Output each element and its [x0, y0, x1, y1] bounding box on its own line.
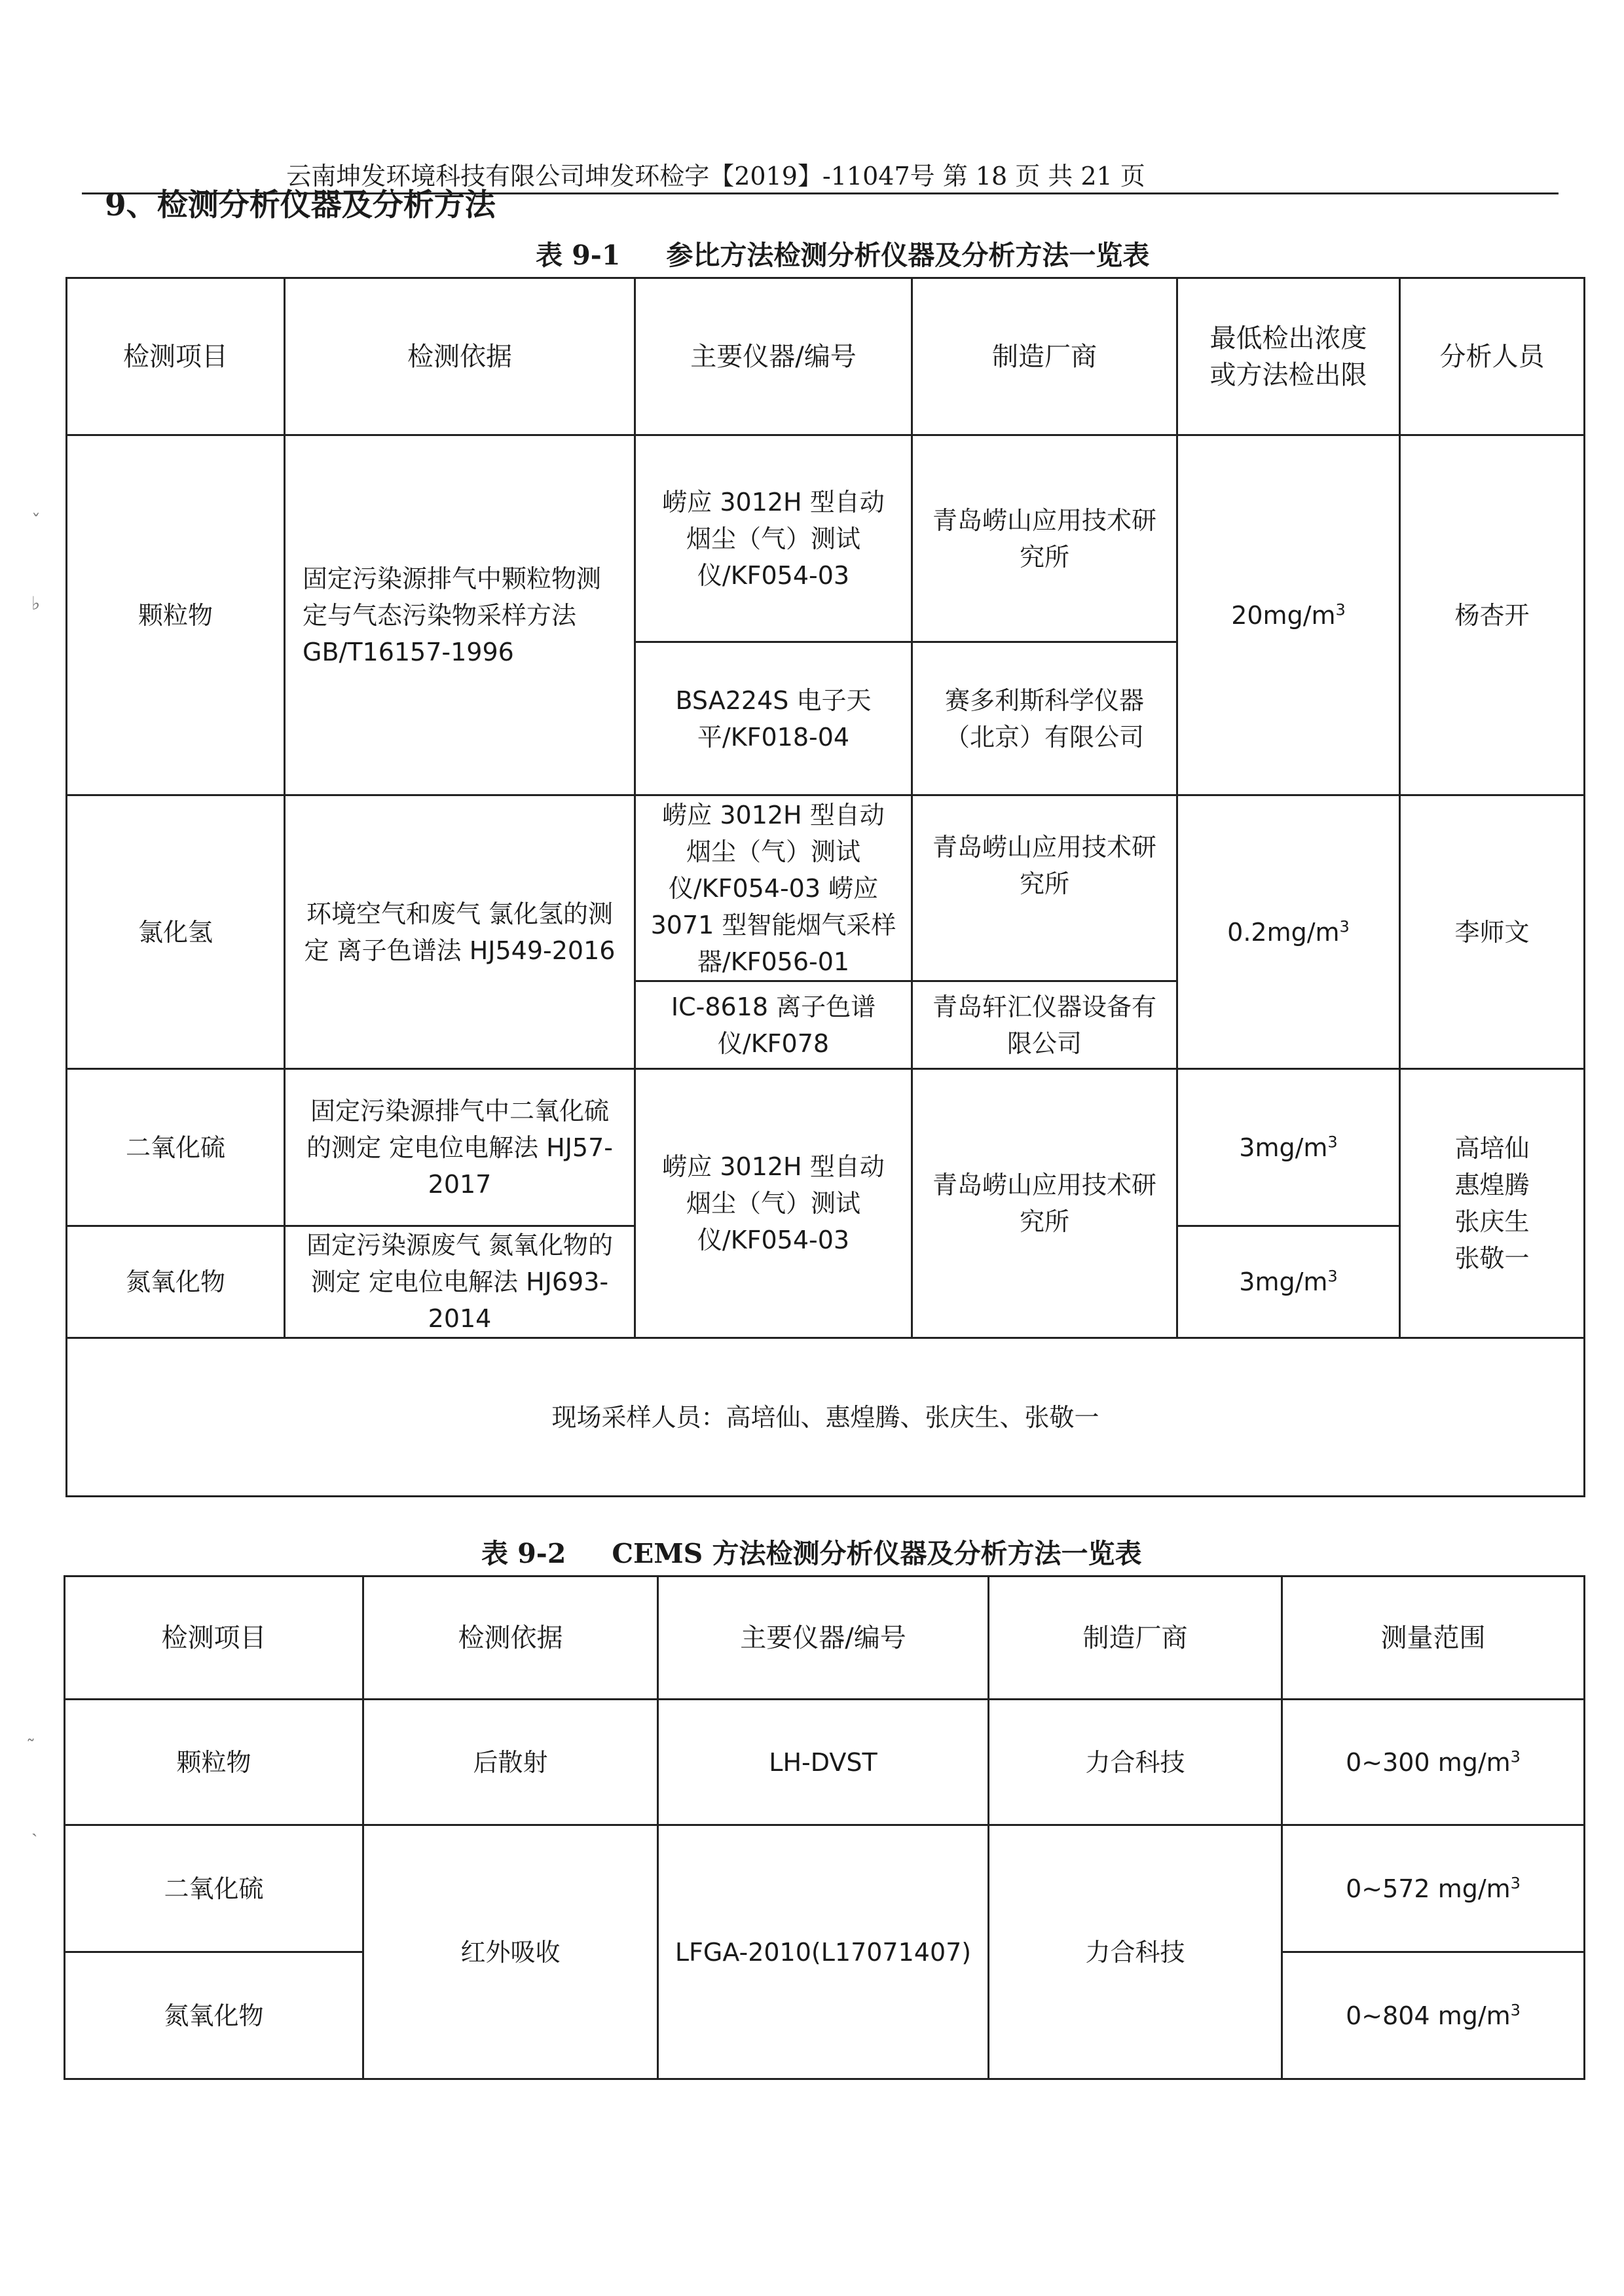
limit-value: 3mg/m	[1239, 1267, 1328, 1296]
t2-header-range: 测量范围	[1282, 1576, 1585, 1700]
table2-caption-title: CEMS 方法检测分析仪器及分析方法一览表	[612, 1538, 1142, 1569]
table-row	[67, 795, 1585, 981]
t1-particulate-basis: 固定污染源排气中颗粒物测定与气态污染物采样方法 GB/T16157-1996	[285, 435, 635, 795]
superscript: 3	[1510, 1873, 1521, 1892]
superscript: 3	[1510, 2000, 1521, 2019]
t1-particulate-manufacturer-1: 青岛崂山应用技术研究所	[912, 435, 1177, 642]
limit-value: 3mg/m	[1239, 1133, 1328, 1162]
limit-value: 0.2mg/m	[1227, 917, 1340, 947]
table2-caption	[481, 1535, 1142, 1572]
range-value: 0~804 mg/m	[1346, 2001, 1511, 2030]
t1-particulate-instrument-2: BSA224S 电子天平/KF018-04	[635, 642, 912, 795]
t1-hcl-analyst: 李师文	[1400, 795, 1585, 1069]
t2-so2-item: 二氧化硫	[65, 1825, 363, 1952]
table2-header-row	[65, 1576, 1585, 1700]
t1-sampling-staff: 现场采样人员：高培仙、惠煌腾、张庆生、张敬一	[67, 1338, 1585, 1497]
page-header: 云南坤发环境科技有限公司坤发环检字【2019】-11047号 第 18 页 共 21 页	[286, 162, 1145, 191]
table-row	[67, 435, 1585, 642]
t1-hcl-manufacturer-1: 青岛崂山应用技术研究所	[912, 795, 1177, 981]
t1-particulate-analyst: 杨杏开	[1400, 435, 1585, 795]
range-value: 0~300 mg/m	[1346, 1747, 1511, 1777]
t1-header-manufacturer: 制造厂商	[912, 278, 1177, 435]
table1-caption-number: 表 9-1	[536, 240, 621, 271]
t1-hcl-instrument-2: IC-8618 离子色谱仪/KF078	[635, 981, 912, 1069]
superscript: 3	[1335, 600, 1346, 619]
superscript: 3	[1327, 1132, 1338, 1151]
table1	[65, 277, 1585, 1497]
t2-gas-manufacturer: 力合科技	[989, 1825, 1282, 2079]
t1-gas-analysts: 高培仙 惠煌腾 张庆生 张敬一	[1400, 1069, 1585, 1338]
table1-caption-title: 参比方法检测分析仪器及分析方法一览表	[666, 240, 1150, 271]
t2-nox-item: 氮氧化物	[65, 1952, 363, 2079]
t1-hcl-instrument-1: 崂应 3012H 型自动烟尘（气）测试仪/KF054-03 崂应 3071 型智能烟气采样器/KF056-01	[635, 795, 912, 981]
table-row	[67, 1338, 1585, 1497]
range-value: 0~572 mg/m	[1346, 1874, 1511, 1903]
t1-header-analyst: 分析人员	[1400, 278, 1585, 435]
scan-mark: ♭	[31, 592, 41, 614]
t1-hcl-manufacturer-2: 青岛轩汇仪器设备有限公司	[912, 981, 1177, 1069]
t1-hcl-item: 氯化氢	[67, 795, 285, 1069]
superscript: 3	[1327, 1267, 1338, 1286]
section-title: 9、检测分析仪器及分析方法	[105, 187, 496, 223]
t2-header-basis: 检测依据	[363, 1576, 658, 1700]
t2-nox-range	[1282, 1952, 1585, 2079]
t2-particulate-instrument: LH-DVST	[658, 1700, 989, 1825]
t2-gas-instrument: LFGA-2010(L17071407)	[658, 1825, 989, 2079]
t1-header-basis: 检测依据	[285, 278, 635, 435]
t2-so2-range	[1282, 1825, 1585, 1952]
t1-hcl-limit	[1177, 795, 1400, 1069]
t1-gas-manufacturer: 青岛崂山应用技术研究所	[912, 1069, 1177, 1338]
superscript: 3	[1339, 917, 1350, 936]
superscript: 3	[1510, 1747, 1521, 1766]
t2-gas-basis: 红外吸收	[363, 1825, 658, 2079]
t1-hcl-basis: 环境空气和废气 氯化氢的测定 离子色谱法 HJ549-2016	[285, 795, 635, 1069]
t1-header-detection-limit: 最低检出浓度或方法检出限	[1177, 278, 1400, 435]
t1-particulate-item: 颗粒物	[67, 435, 285, 795]
t1-header-instrument: 主要仪器/编号	[635, 278, 912, 435]
t1-gas-instrument: 崂应 3012H 型自动烟尘（气）测试仪/KF054-03	[635, 1069, 912, 1338]
table2-caption-number: 表 9-2	[481, 1538, 566, 1569]
table2	[64, 1575, 1585, 2080]
t2-particulate-basis: 后散射	[363, 1700, 658, 1825]
t1-particulate-limit	[1177, 435, 1400, 795]
t2-particulate-range	[1282, 1700, 1585, 1825]
limit-value: 20mg/m	[1231, 600, 1336, 630]
t1-so2-item: 二氧化硫	[67, 1069, 285, 1226]
t1-particulate-manufacturer-2: 赛多利斯科学仪器（北京）有限公司	[912, 642, 1177, 795]
scan-mark: ˎ	[31, 1815, 38, 1837]
scan-mark: ˷	[26, 1721, 35, 1742]
t1-particulate-instrument-1: 崂应 3012H 型自动烟尘（气）测试仪/KF054-03	[635, 435, 912, 642]
table-row	[65, 1825, 1585, 1952]
t1-so2-basis: 固定污染源排气中二氧化硫的测定 定电位电解法 HJ57-2017	[285, 1069, 635, 1226]
t2-particulate-item: 颗粒物	[65, 1700, 363, 1825]
table1-caption	[536, 237, 1149, 274]
t1-nox-item: 氮氧化物	[67, 1226, 285, 1338]
table-row	[65, 1700, 1585, 1825]
table1-header-row	[67, 278, 1585, 435]
t1-nox-basis: 固定污染源废气 氮氧化物的测定 定电位电解法 HJ693-2014	[285, 1226, 635, 1338]
t1-header-item: 检测项目	[67, 278, 285, 435]
t2-header-instrument: 主要仪器/编号	[658, 1576, 989, 1700]
table-row	[67, 1069, 1585, 1226]
t1-nox-limit	[1177, 1226, 1400, 1338]
t2-header-manufacturer: 制造厂商	[989, 1576, 1282, 1700]
scan-mark: ˇ	[31, 511, 41, 532]
t1-so2-limit	[1177, 1069, 1400, 1226]
t2-particulate-manufacturer: 力合科技	[989, 1700, 1282, 1825]
t2-header-item: 检测项目	[65, 1576, 363, 1700]
